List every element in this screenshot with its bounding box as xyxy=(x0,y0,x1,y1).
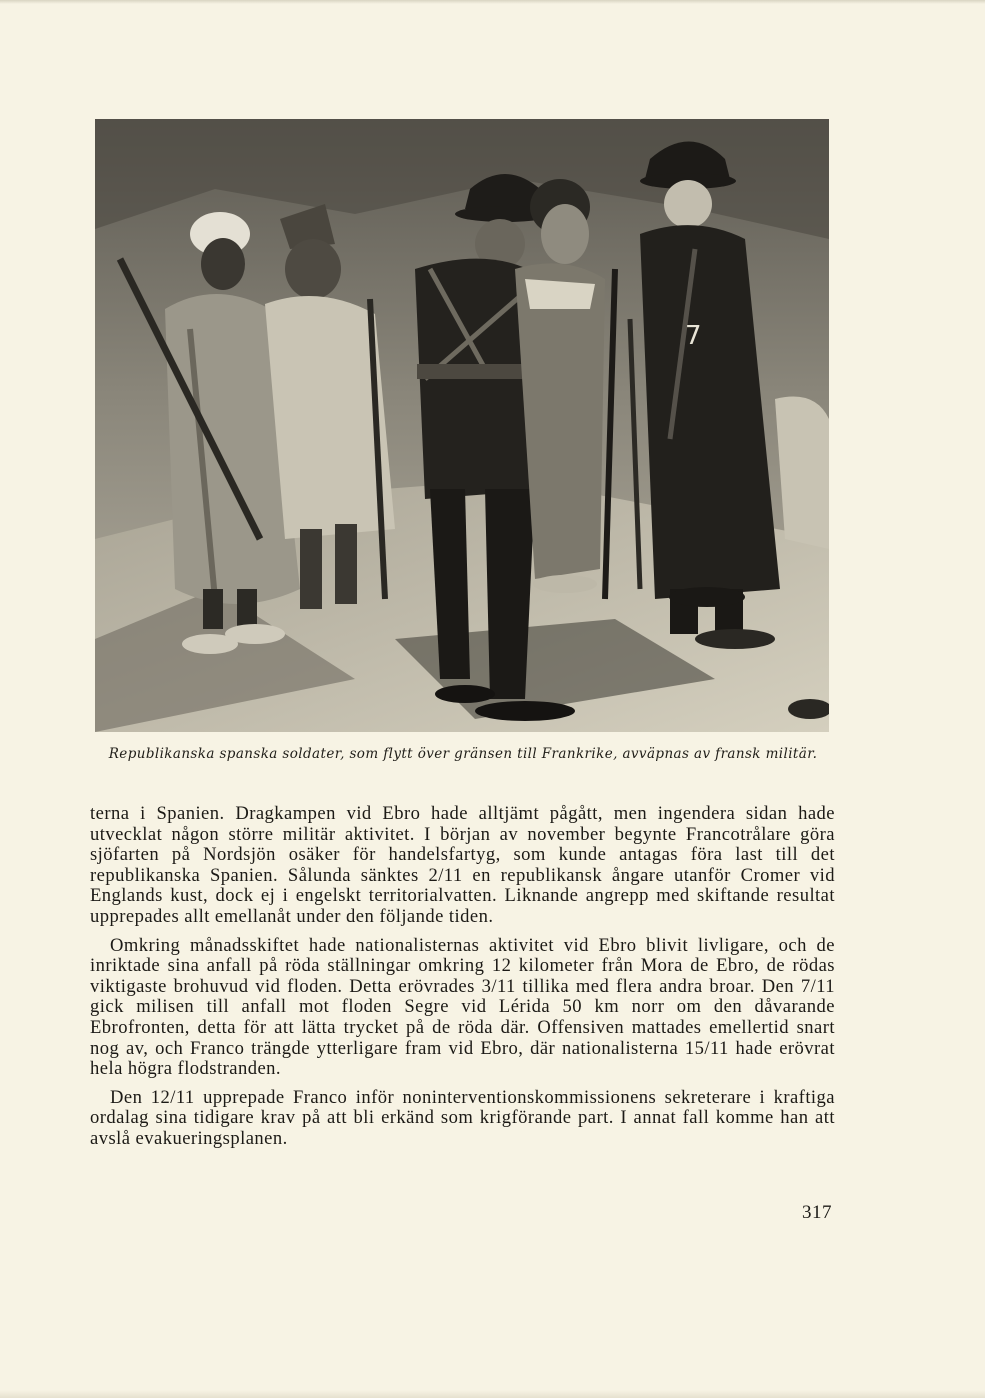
photo-soldiers-disarmed-icon xyxy=(95,119,829,732)
photograph xyxy=(95,119,829,732)
page-bottom-edge xyxy=(0,1390,985,1398)
body-text xyxy=(90,804,835,1158)
paragraph-1: terna i Spanien. Dragkampen vid Ebro hade alltjämt pågått, men ingendera sidan hade utvecklat någon större militär aktivitet. I början av november begynte Francotrålare göra sjöfarten på Nordsjön osäker för handelsfartyg, som kunde antagas föra last till det republikanska Spanien. Sålunda sänktes 2/11 en republikansk ångare utanför Cromer vid Englands kust, dock ej i engelskt territorialvatten. Liknande angrepp med skiftande resultat upprepades allt emellanåt under den följande tiden. xyxy=(90,803,835,927)
page-top-edge xyxy=(0,0,985,4)
paragraph-2: Omkring månadsskiftet hade nationalisternas aktivitet vid Ebro blivit livligare, och de inriktade sina anfall på röda ställningar omkring 12 kilometer från Mora de Ebro, de rödas viktigaste brohuvud vid floden. Detta erövrades 3/11 tillika med flera andra broar. Den 7/11 gick milisen till anfall mot floden Segre vid Lérida 50 km norr om den dåvarande Ebrofronten, detta för att lätta trycket på de röda där. Offensiven mattades emellertid snart nog av, och Franco trängde ytterligare fram vid Ebro, där nationalisterna 15/11 hade erövrat hela högra flodstranden. xyxy=(90,934,835,1080)
figure-caption: Republikanska spanska soldater, som flytt över gränsen till Frankrike, avväpnas av fransk militär. xyxy=(108,746,818,762)
paragraph-3: Den 12/11 upprepade Franco inför noninterventionskommissionens sekreterare i kraftiga ordalag sina tidigare krav på att bli erkänd som krigförande part. I annat fall komme han att avslå evakueringsplanen. xyxy=(90,1086,835,1149)
armband-number: 7 xyxy=(685,321,702,351)
page-number: 317 xyxy=(802,1202,832,1223)
